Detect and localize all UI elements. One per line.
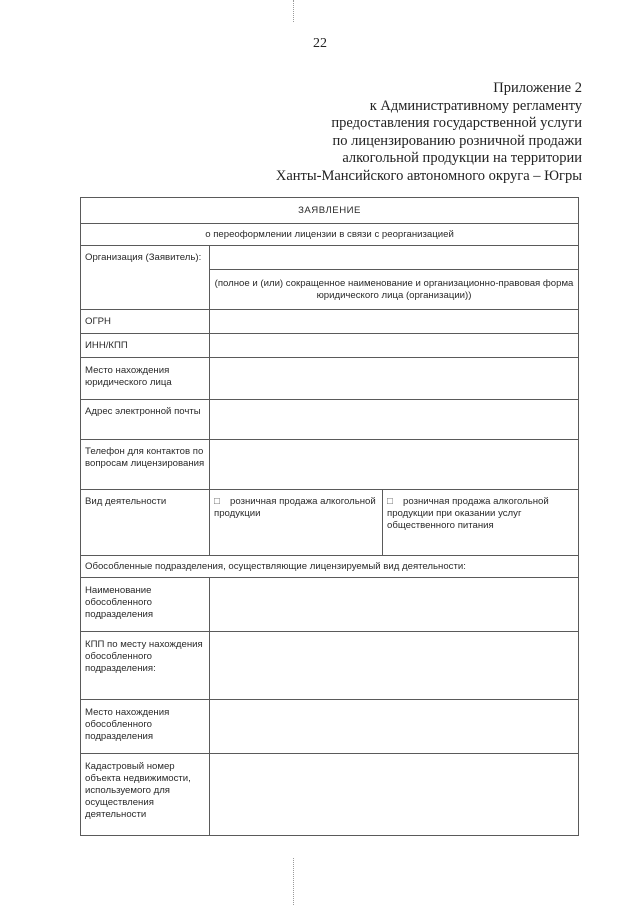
- legal-address-label: Место нахождения юридического лица: [81, 358, 210, 400]
- appendix-line: алкогольной продукции на территории: [342, 150, 582, 166]
- form-subtitle: о переоформлении лицензии в связи с реорганизацией: [81, 224, 579, 246]
- form-title-cell: [81, 198, 579, 224]
- legal-address-field[interactable]: [210, 358, 579, 400]
- checkbox-icon[interactable]: □: [214, 496, 220, 507]
- inn-kpp-label: ИНН/КПП: [81, 334, 210, 358]
- application-form: [80, 197, 579, 836]
- activity-option-label: розничная продажа алкогольной продукции при оказании услуг общественного питания: [387, 496, 549, 531]
- branch-kpp-label: КПП по месту нахождения обособленного подразделения:: [81, 632, 210, 700]
- activity-option-catering[interactable]: [383, 490, 579, 556]
- appendix-line: к Административному регламенту: [369, 97, 582, 114]
- activity-option-label: розничная продажа алкогольной продукции: [214, 496, 376, 519]
- branch-name-label: Наименование обособленного подразделения: [81, 578, 210, 632]
- email-field[interactable]: [210, 400, 579, 440]
- cadastral-label: Кадастровый номер объекта недвижимости, используемого для осуществления деятельности: [81, 754, 210, 836]
- appendix-heading: [222, 80, 582, 185]
- branch-kpp-field[interactable]: [210, 632, 579, 700]
- organization-field[interactable]: [210, 246, 579, 270]
- appendix-line: предоставления государственной услуги: [331, 115, 582, 131]
- checkbox-icon[interactable]: □: [387, 496, 393, 507]
- email-label: Адрес электронной почты: [81, 400, 210, 440]
- form-title: ЗАЯВЛЕНИЕ: [298, 205, 361, 216]
- branch-name-field[interactable]: [210, 578, 579, 632]
- ogrn-label: ОГРН: [81, 310, 210, 334]
- inn-kpp-field[interactable]: [210, 334, 579, 358]
- ogrn-field[interactable]: [210, 310, 579, 334]
- branch-address-field[interactable]: [210, 700, 579, 754]
- appendix-line: Ханты-Мансийского автономного округа – Югры: [275, 167, 582, 184]
- activity-option-retail[interactable]: [210, 490, 383, 556]
- phone-field[interactable]: [210, 440, 579, 490]
- top-edge-mark: [293, 0, 294, 22]
- cadastral-field[interactable]: [210, 754, 579, 836]
- bottom-edge-mark: [293, 858, 294, 905]
- appendix-line: по лицензированию розничной продажи: [332, 132, 582, 149]
- appendix-line: Приложение 2: [493, 80, 582, 96]
- branches-header: Обособленные подразделения, осуществляющие лицензируемый вид деятельности:: [81, 556, 579, 578]
- phone-label: Телефон для контактов по вопросам лицензирования: [81, 440, 210, 490]
- organization-hint: (полное и (или) сокращенное наименование и организационно-правовая форма юридического лица (организации)): [210, 270, 579, 310]
- organization-label: Организация (Заявитель):: [81, 246, 210, 310]
- branch-address-label: Место нахождения обособленного подразделения: [81, 700, 210, 754]
- page-number: 22: [313, 36, 327, 51]
- activity-label: Вид деятельности: [81, 490, 210, 556]
